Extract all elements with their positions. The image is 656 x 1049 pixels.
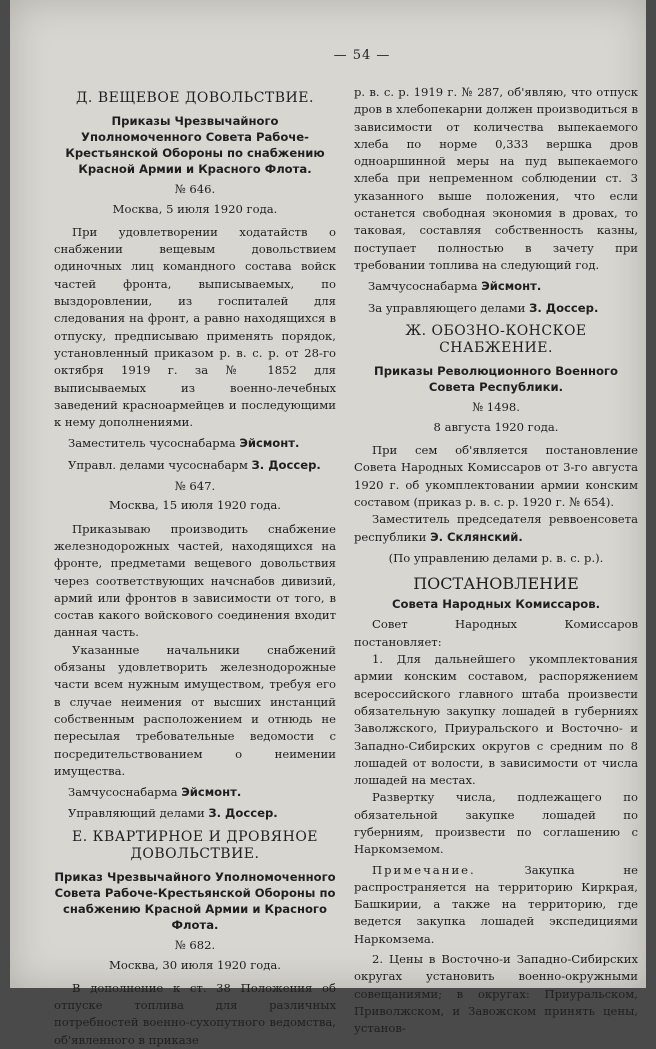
order-646-date: Москва, 5 июля 1920 года. xyxy=(112,201,278,216)
order-647-date: Москва, 15 июля 1920 года. xyxy=(108,498,281,513)
signature-name: Эйсмонт. xyxy=(239,436,300,451)
order-1498-note: (По управлению делами р. в. с. р.). xyxy=(388,550,604,565)
order-682-text: В дополнение к ст. 38 Положения об отпуске топлива для различных потребностей военно-сухопутного ведомства, об'явленного в приказе xyxy=(54,980,336,1047)
order-682-continuation: р. в. с. р. 1919 г. № 287, об'являю, что отпуск дров в хлебопекарни должен производиться в зависимости от количества выпекаемого хлеба по норме 0,333 вершка дров одноаршинной меры на пуд выпекаемого хлеба при непременном соблюдении ст. 3 указанного выше положения, что если останется свободная экономия в дровах, то таковая, составляя собственность казны, поступает полностью в зачету при требовании топлива на следующий год. xyxy=(354,85,638,272)
note-label: Примечание. xyxy=(372,862,476,877)
order-646-signature-1 xyxy=(68,435,336,452)
section-e-title: Е. КВАРТИРНОЕ И ДРОВЯНОЕ ДОВОЛЬСТВИЕ. xyxy=(71,828,319,862)
order-682-number: № 682. xyxy=(174,938,216,953)
left-column xyxy=(54,84,336,1049)
section-d-title: Д. ВЕЩЕВОЕ ДОВОЛЬСТВИЕ. xyxy=(76,90,314,106)
order-647-text-2: Указанные начальники снабжений обязаны удовлетворить железнодорожные части всем нужным имуществом, требуя его в случае неимения от высших инстанций собственным расположением и отнюдь не пересылая требовательные ведомости с посредительствованием о неимении имущества. xyxy=(54,642,336,778)
decree-subheading: Совета Народных Комиссаров. xyxy=(391,597,601,612)
decree-point-1: 1. Для дальнейшего укомплектования армии конским составом, распоряжением всероссийского главного штаба произвести обязательную закупку лошадей в губерниях Заволжского, Приуральского и Восточно- и Западно-Сибирских округов с средним по 8 лошадей от волости, в зависимости от числа лошадей на местах. xyxy=(354,652,638,788)
signature-name: З. Доссер. xyxy=(529,300,599,315)
order-647-number: № 647. xyxy=(174,479,216,494)
document-page xyxy=(10,0,646,1047)
signature-role: Управляющий делами xyxy=(68,806,205,821)
signature-name: Эйсмонт. xyxy=(181,785,242,800)
signature-role: Замчусоснабарма xyxy=(68,785,178,800)
rvs-orders-heading: Приказы Революционного Военного Совета Республики. xyxy=(374,364,618,395)
signature-name: З. Доссер. xyxy=(208,806,278,821)
order-647-signature-2 xyxy=(68,805,336,822)
order-heading: Приказ Чрезвычайного Уполномоченного Совета Рабоче-Крестьянской Обороны по снабжению Красной Армии и Красного Флота. xyxy=(54,870,336,933)
signature-role: Управл. делами чусоснабарм xyxy=(68,457,248,472)
order-646-signature-2 xyxy=(68,457,336,474)
order-682-signature-2 xyxy=(368,300,638,317)
signature-role: За управляющего делами xyxy=(368,300,526,315)
order-646-text: При удовлетворении ходатайств о снабжении вещевым довольствием одиночных лиц командного состава войск частей фронта, выписываемых, по выздоровлении, из госпиталей для следования на фронт, а равно находящихся в отпуску, предписываю применять порядок, установленный приказом р. в. с. р. от 28-го октября 1919 г. за № 1852 для выписываемых из военно-лечебных заведений красноармейцев и последующими к нему дополнениями. xyxy=(54,224,336,430)
signature-role: Заместитель чусоснабарма xyxy=(68,436,236,451)
order-1498-text: При сем об'является постановление Совета Народных Комиссаров от 3-го августа 1920 г. об укомплектовании армии конским составом (приказ р. в. с. р. 1920 г. № 654). xyxy=(354,443,638,509)
page-number: — 54 — xyxy=(333,48,391,63)
order-682-date: Москва, 30 июля 1920 года. xyxy=(108,957,281,972)
order-647-signature-1 xyxy=(68,784,336,801)
section-zh-title: Ж. ОБОЗНО-КОНСКОЕ СНАБЖЕНИЕ. xyxy=(405,322,587,357)
order-682-signature-1 xyxy=(368,278,638,295)
signature-name: Эйсмонт. xyxy=(481,279,542,294)
order-1498-signature xyxy=(354,511,638,546)
signature-name: Э. Склянский. xyxy=(430,529,523,544)
note-text: Закупка не распространяется на территорию Киркрая, Башкирии, а также на территорию, где ведется закупка лошадей экспедициями Наркомзема. xyxy=(354,862,638,946)
decree-intro: Совет Народных Комиссаров постановляет: xyxy=(354,617,638,649)
signature-role: Замчусоснабарма xyxy=(368,279,478,294)
orders-heading: Приказы Чрезвычайного Уполномоченного Совета Рабоче-Крестьянской Обороны по снабжению Красной Армии и Красного Флота. xyxy=(65,114,325,177)
order-1498-number: № 1498. xyxy=(472,400,520,415)
signature-name: З. Доссер. xyxy=(251,457,321,472)
signature-role: Заместитель председателя реввоенсовета республики xyxy=(354,512,638,544)
right-column xyxy=(354,84,638,1038)
order-1498-date: 8 августа 1920 года. xyxy=(433,419,559,434)
decree-note xyxy=(354,862,638,948)
order-646-number: № 646. xyxy=(174,182,216,197)
decree-distribution: Развертку числа, подлежащего по обязательной закупке лошадей по губерниям, произвести по соглашению с Наркомземом. xyxy=(354,790,638,857)
decree-heading: ПОСТАНОВЛЕНИЕ xyxy=(413,574,579,594)
order-647-text-1: Приказываю производить снабжение железнодорожных частей, находящихся на фронте, предметами вещевого довольствия через соответствующих начснабов дивизий, армий или фронтов в зависимости от того, в состав какого войскового соединения входит данная часть. xyxy=(54,521,336,640)
decree-point-2: 2. Цены в Восточно-и Западно-Сибирских округах установить военно-окружными совещаниями; в округах: Приуральском, Приволжском, и Завожском принять цены, установ- xyxy=(354,952,638,1036)
